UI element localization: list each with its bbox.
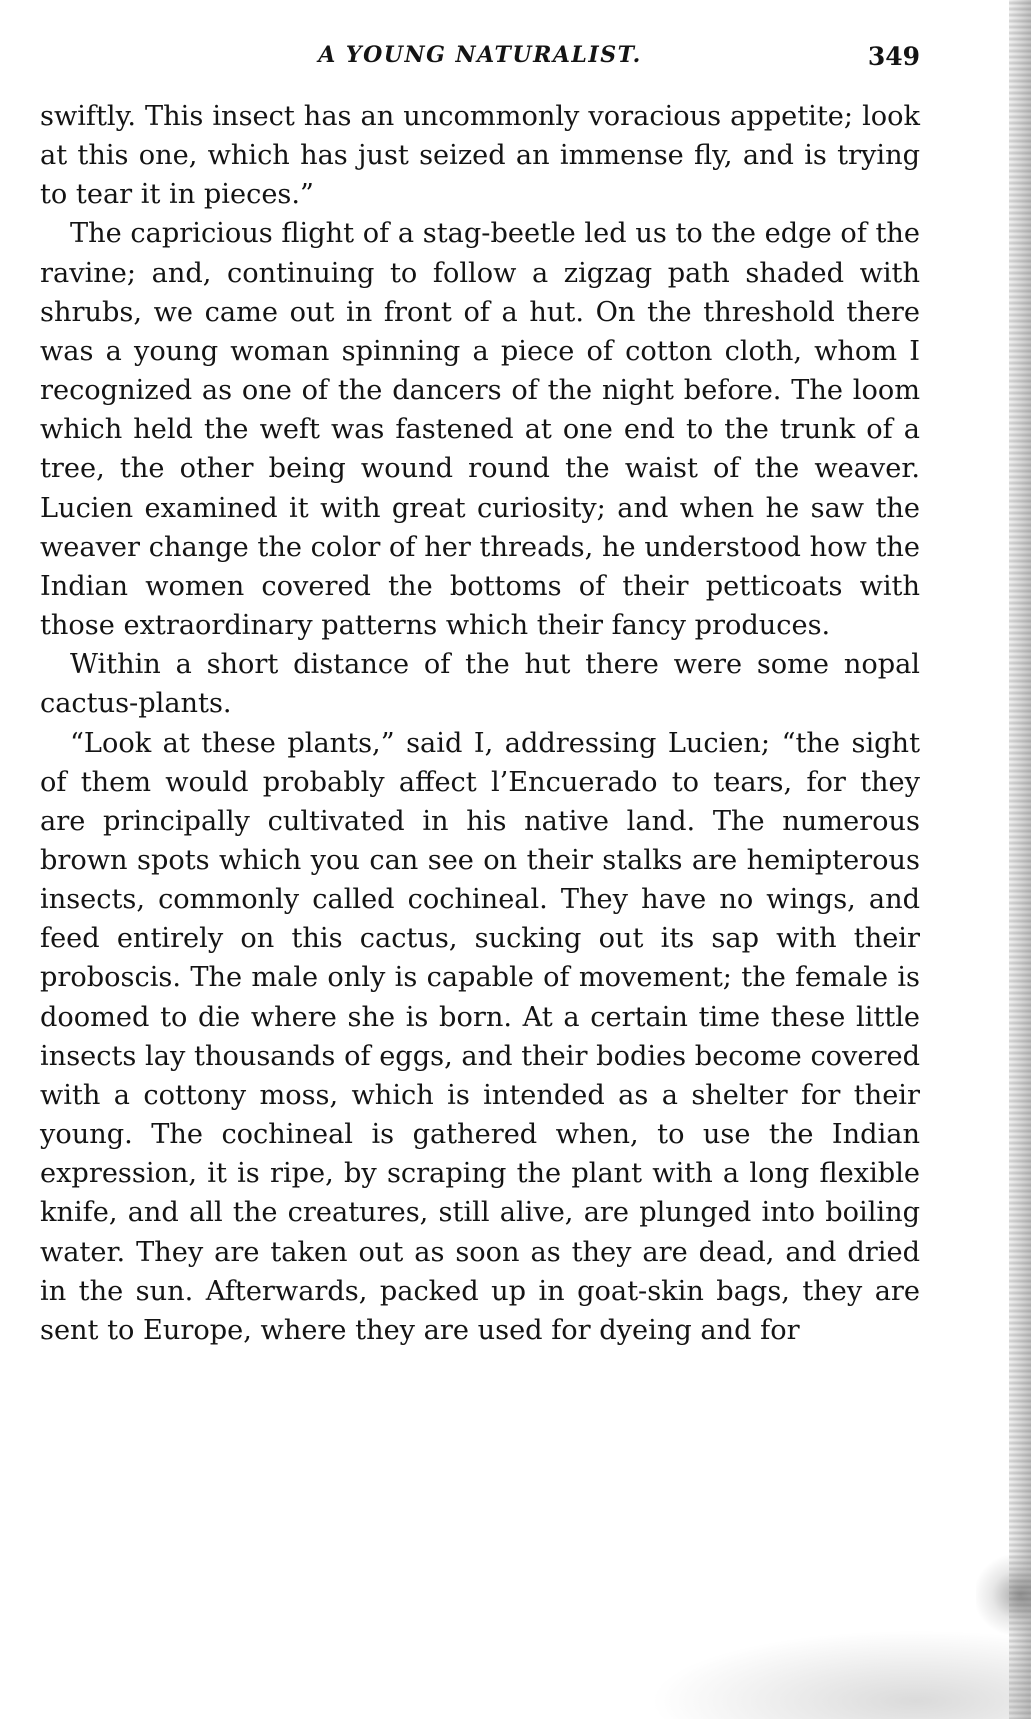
paragraph: The capricious flight of a stag-beetle led us to the edge of the ravine; and, continuing to follow a zigzag path shaded with shrubs, we came out in front of a hut. On the threshold there was a young woman spinning a piece of cotton cloth, whom I recognized as one of the dancers of the night before. The loom which held the weft was fastened at one end to the trunk of a tree, the other being wound round the waist of the weaver. Lucien examined it with great curiosity; and when he saw the weaver change the color of her threads, he understood how the Indian women covered the bottoms of their petticoats with those extraordinary patterns which their fancy produces.: [40, 218, 920, 642]
page-header: [40, 42, 920, 82]
running-title: A YOUNG NATURALIST.: [318, 42, 642, 68]
body-text: [40, 97, 920, 1350]
paragraph: Within a short distance of the hut there were some nopal cactus-plants.: [40, 649, 920, 720]
scan-speckle: [650, 1630, 1030, 1719]
scan-smudge: [976, 1555, 1031, 1635]
paragraph: “Look at these plants,” said I, addressing Lucien; “the sight of them would probably affect l’Encuerado to tears, for they are principally cultivated in his native land. The numerous brown spots which you can see on their stalks are hemipterous insects, commonly called cochineal. They have no wings, and feed entirely on this cactus, sucking out its sap with their proboscis. The male only is capable of movement; the female is doomed to die where she is born. At a certain time these little insects lay thousands of eggs, and their bodies become covered with a cottony moss, which is intended as a shelter for their young. The cochineal is gathered when, to use the Indian expression, it is ripe, by scraping the plant with a long flexible knife, and all the creatures, still alive, are plunged into boiling water. They are taken out as soon as they are dead, and dried in the sun. Afterwards, packed up in goat-skin bags, they are sent to Europe, where they are used for dyeing and for: [40, 727, 920, 1346]
page-number: 349: [867, 42, 920, 71]
scanned-page-edge: [1009, 0, 1031, 1719]
paragraph-continuation: swiftly. This insect has an uncommonly voracious appetite; look at this one, which has just seized an immense fly, and is trying to tear it in pieces.”: [40, 101, 920, 211]
